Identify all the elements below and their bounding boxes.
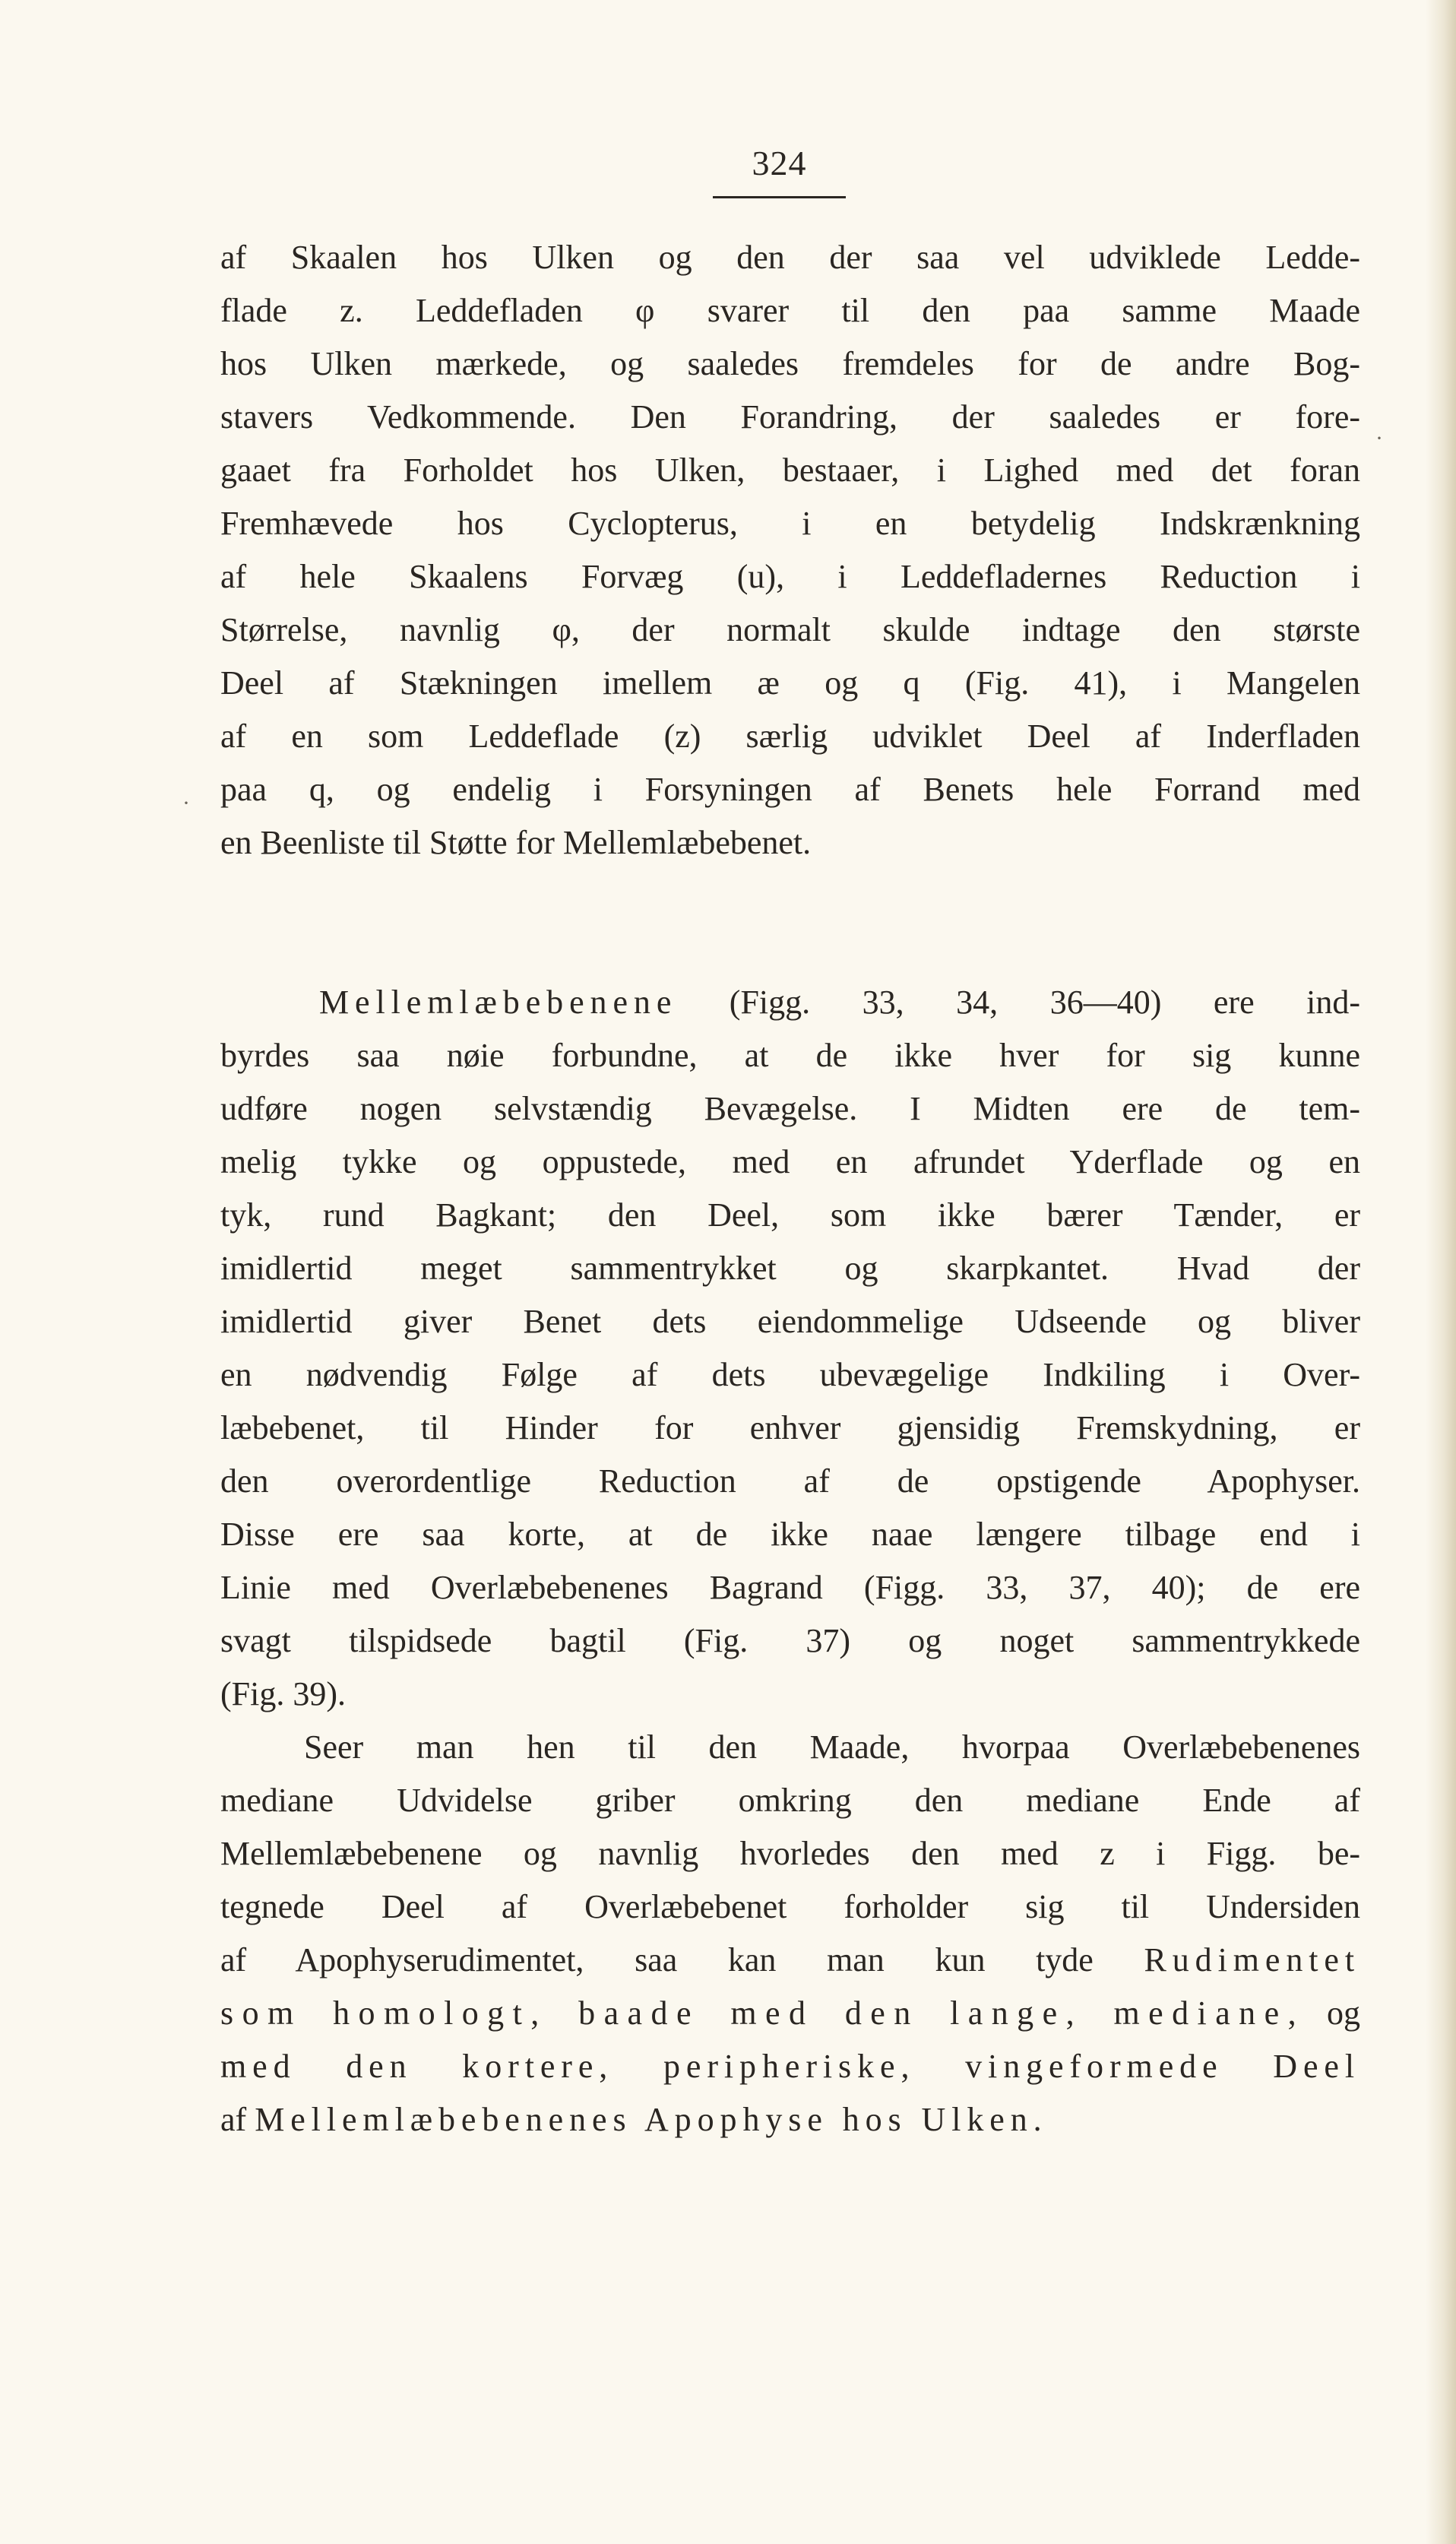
margin-mark-left: · <box>182 790 190 816</box>
text-line: (Fig. 39). <box>220 1675 346 1712</box>
text-line: imidlertid meget sammentrykket og skarpkantet. Hvad der <box>220 1250 1360 1287</box>
text-block <box>220 231 1360 2146</box>
text-line <box>220 1934 1360 1987</box>
text-line: paa q, og endelig i Forsyningen af Benets hele Forrand med <box>220 771 1360 808</box>
spaced-term: Rudimentet <box>1144 1941 1360 1978</box>
spaced-phrase: med den kortere, peripheriske, vingeformede Deel <box>220 2048 1360 2085</box>
paragraph-1 <box>220 231 1360 870</box>
text-line <box>220 976 1360 1029</box>
text-line: læbebenet, til Hinder for enhver gjensidig Fremskydning, er <box>220 1409 1360 1446</box>
margin-mark-right: · <box>1375 426 1383 451</box>
text-line: Disse ere saa korte, at de ikke naae længere tilbage end i <box>220 1516 1360 1553</box>
text-line <box>220 2093 1360 2146</box>
paragraph-3 <box>220 1721 1360 2146</box>
text-fragment: (Figg. 33, 34, 36—40) ere ind- <box>677 984 1360 1021</box>
page-edge-shadow <box>1426 0 1456 2544</box>
text-fragment: af Apophyserudimentet, saa kan man kun tyde <box>220 1941 1144 1978</box>
spaced-phrase: Mellemlæbebenenes Apophyse hos Ulken <box>255 2101 1033 2138</box>
text-line: mediane Udvidelse griber omkring den mediane Ende af <box>220 1782 1360 1819</box>
text-line: Størrelse, navnlig φ, der normalt skulde indtage den største <box>220 611 1360 648</box>
text-line: gaaet fra Forholdet hos Ulken, bestaaer, i Lighed med det foran <box>220 451 1360 489</box>
text-line: tyk, rund Bagkant; den Deel, som ikke bærer Tænder, er <box>220 1196 1360 1234</box>
page-number: 324 <box>752 144 807 182</box>
text-line: hos Ulken mærkede, og saaledes fremdeles for de andre Bog- <box>220 345 1360 382</box>
text-fragment: og <box>1305 1994 1360 2032</box>
text-line: Mellemlæbebenene og navnlig hvorledes den med z i Figg. be- <box>220 1835 1360 1872</box>
text-line <box>220 1987 1360 2040</box>
text-line: udføre nogen selvstændig Bevægelse. I Midten ere de tem- <box>220 1090 1360 1127</box>
text-line: stavers Vedkommende. Den Forandring, der saaledes er fore- <box>220 398 1360 436</box>
text-line: af Skaalen hos Ulken og den der saa vel udviklede Ledde- <box>220 239 1360 276</box>
text-fragment: . <box>1033 2101 1042 2138</box>
spaced-phrase: som homologt, baade med den lange, mediane, <box>220 1994 1306 2032</box>
paragraph-gap <box>220 870 1360 976</box>
text-line: Fremhævede hos Cyclopterus, i en betydelig Indskrænkning <box>220 505 1360 542</box>
paragraph-2 <box>220 976 1360 1721</box>
text-line <box>220 2040 1360 2093</box>
text-line: imidlertid giver Benet dets eiendommelige Udseende og bliver <box>220 1303 1360 1340</box>
text-line: flade z. Leddefladen φ svarer til den paa samme Maade <box>220 292 1360 329</box>
text-fragment: af <box>220 2101 255 2138</box>
text-line: en nødvendig Følge af dets ubevægelige Indkiling i Over- <box>220 1356 1360 1393</box>
text-line: en Beenliste til Støtte for Mellemlæbebenet. <box>220 824 812 861</box>
text-line: svagt tilspidsede bagtil (Fig. 37) og noget sammentrykkede <box>220 1622 1360 1659</box>
text-line: Seer man hen til den Maade, hvorpaa Overlæbebenenes <box>304 1728 1360 1766</box>
text-line: Linie med Overlæbebenenes Bagrand (Figg. 33, 37, 40); de ere <box>220 1569 1360 1606</box>
page-number-rule <box>713 196 846 198</box>
text-line: af en som Leddeflade (z) særlig udviklet Deel af Inderfladen <box>220 718 1360 755</box>
text-line: byrdes saa nøie forbundne, at de ikke hver for sig kunne <box>220 1037 1360 1074</box>
spaced-term: Mellemlæbebenene <box>319 984 678 1021</box>
text-line: tegnede Deel af Overlæbebenet forholder sig til Undersiden <box>220 1888 1360 1925</box>
text-line: Deel af Stækningen imellem æ og q (Fig. 41), i Mangelen <box>220 664 1360 702</box>
text-line: af hele Skaalens Forvæg (u), i Leddefladernes Reduction i <box>220 558 1360 595</box>
text-line: melig tykke og oppustede, med en afrundet Yderflade og en <box>220 1143 1360 1180</box>
text-line: den overordentlige Reduction af de opstigende Apophyser. <box>220 1462 1360 1500</box>
